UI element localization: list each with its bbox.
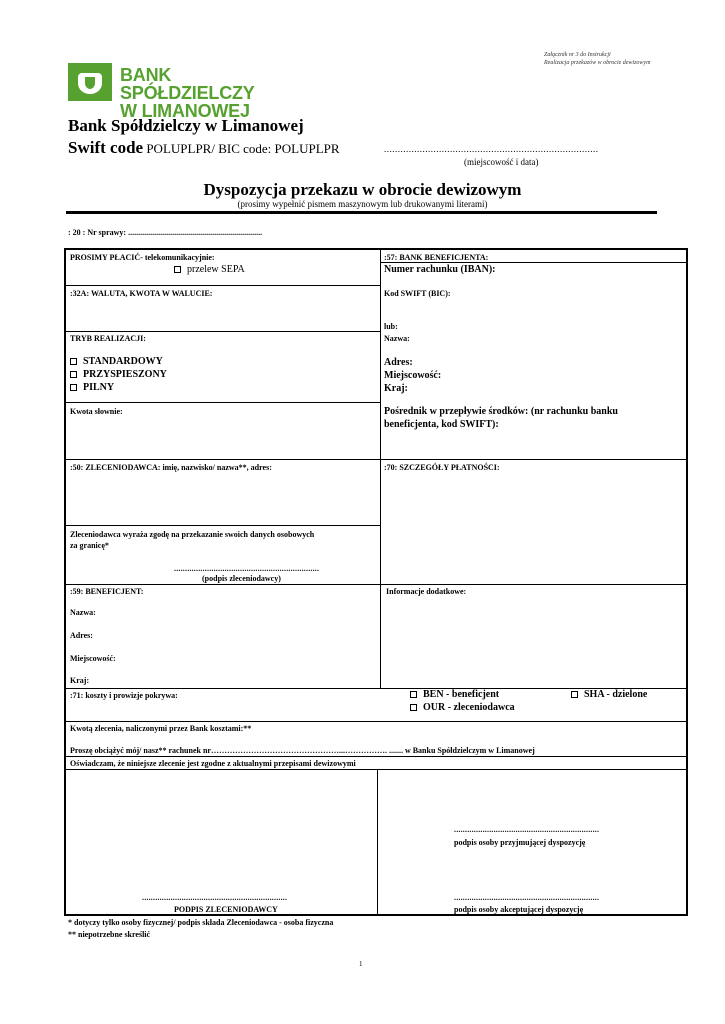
row-rule-5	[66, 756, 686, 757]
mode-express[interactable]	[70, 369, 167, 381]
additional-info-label: Informacje dodatkowe:	[386, 587, 467, 596]
mode-urgent[interactable]	[70, 382, 114, 394]
left-rule-2	[66, 331, 380, 332]
mode-label: TRYB REALIZACJI:	[70, 334, 146, 343]
title-divider	[66, 211, 657, 214]
acceptor-signature-label: podpis osoby akceptującej dyspozycję	[454, 905, 584, 914]
sepa-option[interactable]	[174, 264, 245, 276]
urgent-checkbox[interactable]	[70, 384, 77, 391]
signature-divider	[377, 770, 378, 916]
mode-urgent-label: PILNY	[83, 382, 115, 393]
annex-line-2: Realizacja przekazów w obrocie dewizowym	[544, 60, 651, 66]
bank-logo-icon	[68, 63, 112, 101]
sepa-label: przelew SEPA	[187, 264, 245, 275]
consent-line-1: Zleceniodawca wyraża zgodę na przekazanie swoich danych osobowych	[70, 530, 315, 539]
bank-country-label: Kraj:	[384, 383, 408, 394]
request-label: PROSIMY PŁACIĆ- telekomunikacyjnie:	[70, 253, 215, 262]
bank-name: Bank Spółdzielczy w Limanowej	[68, 116, 304, 135]
bank-address-label: Adres:	[384, 357, 413, 368]
beneficiary-country-label: Kraj:	[70, 676, 90, 685]
swift-label: Swift code	[68, 138, 144, 157]
intermediary-line-1: Pośrednik w przepływie środków: (nr rachunku banku	[384, 406, 618, 417]
footnote-2: ** niepotrzebne skreślić	[68, 930, 151, 939]
cost-our-option[interactable]	[410, 702, 515, 714]
receiver-signature-field[interactable]: ..................................................................	[454, 825, 600, 834]
mode-standard[interactable]	[70, 356, 163, 368]
swift-code-line	[68, 138, 340, 158]
express-checkbox[interactable]	[70, 371, 77, 378]
swift-bic-label: Kod SWIFT (BIC):	[384, 289, 451, 298]
orderer-signature-field[interactable]: ..................................................................	[142, 893, 288, 902]
receiver-signature-label: podpis osoby przyjmującej dyspozycję	[454, 838, 586, 847]
left-rule-4	[66, 525, 380, 526]
bank-logo-text	[120, 66, 283, 120]
column-divider	[380, 250, 381, 688]
row-rule-1	[66, 459, 686, 460]
amount-costs-label: Kwotą zlecenia, naliczonymi przez Bank kosztami:**	[70, 724, 252, 733]
beneficiary-city-label: Miejscowość:	[70, 654, 116, 663]
logo-line-2: W LIMANOWEJ	[120, 101, 250, 121]
row-rule-2	[66, 584, 686, 585]
swift-value: POLUPLPR/ BIC code: POLUPLPR	[146, 141, 340, 156]
annex-line-1: Załącznik nr 3 do Instrukcji	[544, 52, 611, 58]
place-date-label: (miejscowość i data)	[464, 157, 539, 167]
footnote-1: * dotyczy tylko osoby fizycznej/ podpis składa Zleceniodawca - osoba fizyczna	[68, 918, 334, 927]
amount-words-label: Kwota słownie:	[70, 407, 123, 416]
cost-our-label: OUR - zleceniodawca	[423, 702, 515, 713]
beneficiary-address-label: Adres:	[70, 631, 93, 640]
transfer-form	[64, 248, 688, 916]
orderer-label: :50: ZLECENIODAWCA: imię, nazwisko/ nazwa**, adres:	[70, 463, 272, 472]
sha-checkbox[interactable]	[571, 691, 578, 698]
left-rule-1	[66, 285, 380, 286]
declaration: Oświadczam, że niniejsze zlecenie jest zgodne z aktualnymi przepisami dewizowymi	[70, 759, 356, 768]
intermediary-line-2: beneficjenta, kod SWIFT):	[384, 419, 499, 430]
iban-label: Numer rachunku (IBAN):	[384, 264, 496, 275]
page-number: 1	[359, 960, 363, 968]
row-rule-4	[66, 721, 686, 722]
currency-amount-label: :32A: WALUTA, KWOTA W WALUCIE:	[70, 289, 213, 298]
costs-label: :71: koszty i prowizje pokrywa:	[70, 691, 178, 700]
cost-ben-label: BEN - beneficjent	[423, 689, 500, 700]
mode-express-label: PRZYSPIESZONY	[83, 369, 167, 380]
bank-logo	[68, 62, 283, 121]
or-label: lub:	[384, 322, 398, 331]
form-subtitle: (prosimy wypełnić pismem maszynowym lub drukowanymi literami)	[237, 199, 488, 209]
our-checkbox[interactable]	[410, 704, 417, 711]
beneficiary-bank-label: :57: BANK BENEFICJENTA:	[384, 253, 489, 262]
sepa-checkbox[interactable]	[174, 266, 181, 273]
orderer-signature-label: PODPIS ZLECENIODAWCY	[174, 905, 278, 914]
bank-city-label: Miejscowość:	[384, 370, 442, 381]
form-title: Dyspozycja przekazu w obrocie dewizowym	[203, 180, 522, 199]
logo-line-1: BANK SPÓŁDZIELCZY	[120, 65, 255, 103]
row-rule-6	[66, 769, 686, 770]
cost-sha-option[interactable]	[571, 689, 647, 701]
cost-sha-label: SHA - dzielone	[584, 689, 648, 700]
left-rule-3	[66, 402, 380, 403]
acceptor-signature-field[interactable]: ..................................................................	[454, 893, 600, 902]
annex-note	[544, 51, 650, 67]
beneficiary-name-label: Nazwa:	[70, 608, 96, 617]
ben-checkbox[interactable]	[410, 691, 417, 698]
cost-ben-option[interactable]	[410, 689, 499, 701]
charge-account-line[interactable]: Proszę obciążyć mój/ nasz** rachunek nr…………………………………………...……………. ....... w Banku Spółdzielczym w Limanowej	[70, 746, 535, 755]
payment-details-label: :70: SZCZEGÓŁY PŁATNOŚCI:	[384, 463, 500, 472]
bank-name-label: Nazwa:	[384, 334, 410, 343]
beneficiary-label: :59: BENEFICJENT:	[70, 587, 144, 596]
consent-line-2: za granicę*	[70, 541, 109, 550]
case-number-field[interactable]: : 20 : Nr sprawy: ...................................................................	[68, 228, 263, 237]
consent-signature-field[interactable]: ..................................................................	[174, 564, 320, 573]
place-date-field[interactable]: ..............................................................................	[384, 144, 599, 154]
standard-checkbox[interactable]	[70, 358, 77, 365]
mode-standard-label: STANDARDOWY	[83, 356, 163, 367]
consent-signature-label: (podpis zleceniodawcy)	[202, 574, 281, 583]
